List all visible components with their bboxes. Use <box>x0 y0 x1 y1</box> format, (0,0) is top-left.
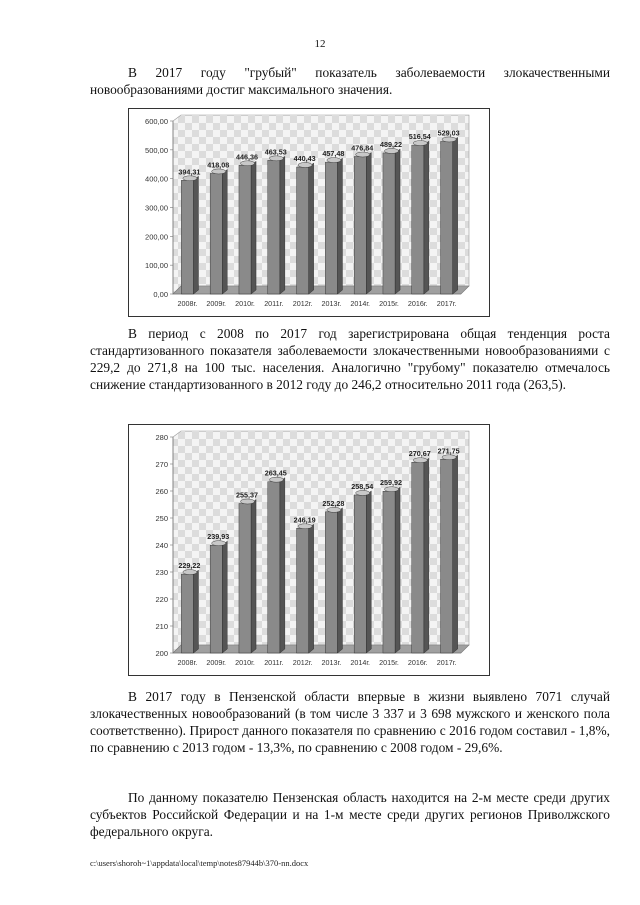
bar-top <box>183 570 197 575</box>
x-tick-label: 2016г. <box>407 299 428 308</box>
bar <box>181 180 193 294</box>
x-tick-label: 2009г. <box>206 658 227 667</box>
bar-side <box>309 524 314 653</box>
x-tick-label: 2014г. <box>350 658 371 667</box>
x-tick-label: 2010г. <box>235 299 255 308</box>
y-tick-label: 220 <box>155 595 168 604</box>
bar-side <box>193 570 198 653</box>
bar-side <box>251 161 256 294</box>
page-number: 12 <box>314 38 326 50</box>
bar-top <box>384 148 398 153</box>
bar-value-label: 271,75 <box>437 446 460 456</box>
bar-value-label: 258,54 <box>351 481 374 491</box>
bar-top <box>356 152 370 157</box>
x-tick-label: 2013г. <box>321 658 342 667</box>
y-tick-label: 240 <box>155 541 168 550</box>
bar-value-label: 263,45 <box>264 468 287 478</box>
bar-value-label: 516,54 <box>408 132 431 142</box>
paragraph-3-text: В 2017 году в Пензенской области впервые в жизни выявлено 7071 случай злокачественных новообразований (в том числе 3 337 и 3 698 мужского и женского пола соответственно). Прирост данного показателя по сравнению с 2016 годом составил - 1,8%, по сравнению с 2013 годом - 13,3%, по сравнению с 2008 годом - 29,6%. <box>90 689 610 755</box>
bar-top <box>384 487 398 492</box>
bar-value-label: 457,48 <box>322 149 345 159</box>
bar-value-label: 394,31 <box>178 167 201 177</box>
bar-top <box>240 499 254 504</box>
bar-top <box>327 507 341 512</box>
y-tick-label: 300,00 <box>145 203 168 213</box>
y-tick-label: 500,00 <box>145 145 168 155</box>
bar <box>412 462 424 653</box>
bar-value-label: 440,43 <box>293 154 316 164</box>
bar-side <box>453 455 458 653</box>
paragraph-3 <box>90 688 610 756</box>
bar <box>441 459 453 653</box>
bar-value-label: 418,08 <box>207 160 230 170</box>
bar <box>210 173 222 294</box>
bar-side <box>280 478 285 653</box>
bar-side <box>366 491 371 653</box>
bar-top <box>442 455 456 460</box>
x-tick-label: 2012г. <box>292 299 313 308</box>
bar <box>441 141 453 294</box>
bar-side <box>337 158 342 294</box>
bar-side <box>193 176 198 294</box>
x-tick-label: 2013г. <box>321 299 342 308</box>
y-tick-label: 260 <box>155 487 168 496</box>
bar-top <box>269 477 283 482</box>
bar-side <box>453 137 458 294</box>
bar <box>383 153 395 294</box>
bar <box>325 512 337 653</box>
y-tick-label: 230 <box>155 568 168 577</box>
bar-side <box>309 163 314 294</box>
bar-side <box>395 149 400 294</box>
bar <box>181 574 193 653</box>
paragraph-2-text: В период с 2008 по 2017 год зарегистрирована общая тенденция роста стандартизованного показателя заболеваемости злокачественными новообразованиями с 229,2 до 271,8 на 100 тыс. населения. Аналогично "грубому" показателю отмечалось снижение стандартизованного в 2012 году до 246,2 относительно 2011 года (263,5). <box>90 326 610 392</box>
y-tick-label: 250 <box>155 514 168 523</box>
bar-top <box>240 161 254 166</box>
bar-value-label: 252,28 <box>322 498 345 508</box>
bar-value-label: 489,22 <box>380 139 402 149</box>
bar-top <box>442 137 456 142</box>
bar-top <box>356 490 370 495</box>
bar <box>354 157 366 294</box>
x-tick-label: 2014г. <box>350 299 371 308</box>
bar <box>210 545 222 653</box>
bar <box>268 482 280 653</box>
bar-side <box>251 500 256 653</box>
bar <box>383 491 395 653</box>
bar-value-label: 446,36 <box>236 152 258 162</box>
bar-top <box>212 169 226 174</box>
footer-file-path: c:\users\shoroh~1\appdata\local\temp\notes87944b\370-nn.docx <box>90 858 309 868</box>
bar-value-label: 259,92 <box>380 478 402 488</box>
bar-top <box>413 458 427 463</box>
y-tick-label: 210 <box>155 622 168 631</box>
x-tick-label: 2012г. <box>292 658 313 667</box>
x-tick-label: 2011г. <box>264 658 284 667</box>
y-tick-label: 270 <box>155 460 168 469</box>
chart-crude-svg <box>129 109 489 316</box>
bar <box>354 495 366 653</box>
bar <box>412 145 424 294</box>
paragraph-4-text: По данному показателю Пензенская область находится на 2-м месте среди других субъектов Российской Федерации и на 1-м месте среди других регионов Приволжского федерального округа. <box>90 790 610 839</box>
x-tick-label: 2016г. <box>407 658 428 667</box>
bar <box>297 167 309 294</box>
bar-side <box>222 169 227 294</box>
chart-standardized-svg <box>129 425 489 675</box>
bar <box>325 162 337 294</box>
bar-side <box>222 541 227 653</box>
y-tick-label: 100,00 <box>145 261 168 271</box>
paragraph-1-text: В 2017 году "грубый" показатель заболеваемости злокачественными новообразованиями достиг максимального значения. <box>90 65 610 97</box>
bar-value-label: 229,22 <box>178 561 201 571</box>
chart-standardized-incidence <box>128 424 490 676</box>
x-tick-label: 2009г. <box>206 299 227 308</box>
y-tick-label: 200 <box>155 649 168 658</box>
bar-top <box>298 524 312 529</box>
bar-value-label: 529,03 <box>437 128 460 138</box>
bar-value-label: 239,93 <box>207 532 230 542</box>
bar-value-label: 246,19 <box>293 515 316 525</box>
x-tick-label: 2017г. <box>436 299 457 308</box>
bar <box>268 160 280 294</box>
bar-top <box>327 158 341 163</box>
bar-value-label: 463,53 <box>264 147 287 157</box>
bar <box>239 165 251 294</box>
bar-value-label: 476,84 <box>351 143 374 153</box>
bar-side <box>424 458 429 653</box>
x-tick-label: 2011г. <box>264 299 284 308</box>
x-tick-label: 2008г. <box>177 299 198 308</box>
bar-side <box>366 153 371 294</box>
bar-top <box>413 141 427 146</box>
bar-side <box>280 156 285 294</box>
x-tick-label: 2015г. <box>379 299 399 308</box>
bar-value-label: 255,37 <box>236 490 258 500</box>
x-tick-label: 2017г. <box>436 658 457 667</box>
bar <box>297 528 309 653</box>
bar-side <box>424 141 429 294</box>
paragraph-2 <box>90 325 610 393</box>
y-tick-label: 0,00 <box>153 290 168 299</box>
bar-top <box>269 156 283 161</box>
y-tick-label: 600,00 <box>145 117 168 126</box>
bar-top <box>298 163 312 168</box>
x-tick-label: 2010г. <box>235 658 255 667</box>
bar-top <box>212 541 226 546</box>
y-tick-label: 400,00 <box>145 174 168 184</box>
bar-side <box>337 508 342 653</box>
y-tick-label: 280 <box>155 433 168 442</box>
paragraph-1 <box>90 64 610 98</box>
paragraph-4 <box>90 789 610 840</box>
chart-crude-incidence <box>128 108 490 317</box>
bar-side <box>395 487 400 653</box>
y-tick-label: 200,00 <box>145 232 168 242</box>
x-tick-label: 2015г. <box>379 658 399 667</box>
bar-value-label: 270,67 <box>408 449 431 459</box>
bar-top <box>183 176 197 181</box>
bar <box>239 504 251 653</box>
x-tick-label: 2008г. <box>177 658 198 667</box>
